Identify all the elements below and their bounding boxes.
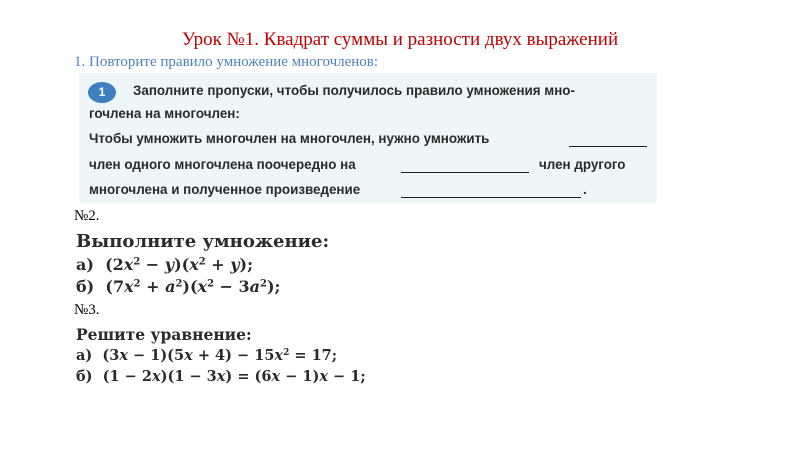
task3-label: №3.: [74, 302, 100, 318]
task3-item-a: [76, 347, 337, 364]
task3-item-a-equation: $(3x - 1)(5x + 4) - 15x^2 = 17$;: [102, 347, 338, 364]
task1-number-badge: 1: [88, 82, 116, 103]
task3-heading: Решите уравнение:: [76, 325, 252, 344]
lesson-title: Урок №1. Квадрат суммы и разности двух выражений: [181, 29, 619, 50]
task2-label: №2.: [74, 208, 100, 224]
task1-line-4b: член другого: [539, 157, 626, 172]
task1-line-3: Чтобы умножить многочлен на многочлен, нужно умножить: [89, 131, 490, 146]
task3-item-b-prefix: б): [76, 368, 93, 385]
task2-item-a-prefix: а): [76, 255, 94, 274]
task3-item-a-prefix: а): [76, 347, 93, 364]
task1-line-2: гочлена на многочлен:: [89, 106, 240, 121]
instruction-subtitle: 1. Повторите правило умножение многочленов:: [74, 54, 379, 70]
task2-item-b-prefix: б): [76, 277, 95, 296]
task1-blank-2: [401, 172, 529, 173]
task1-line-1: Заполните пропуски, чтобы получилось правило умножения мно-: [133, 83, 575, 98]
task1-blank-1: [569, 146, 647, 147]
task1-blank-3: [401, 197, 581, 198]
task2-item-a: [76, 255, 253, 274]
task2-heading: Выполните умножение:: [76, 231, 330, 252]
task1-card: [79, 73, 657, 203]
task3-item-b: [76, 368, 366, 385]
task1-line-5-period: .: [583, 182, 587, 197]
task3-item-b-equation: (1 − 2x)(1 − 3x) = (6x − 1)x − 1;: [102, 368, 366, 385]
task1-line-4a: член одного многочлена поочередно на: [89, 157, 356, 172]
task2-item-a-expression: $(2x^2 - y)(x^2 + y)$;: [105, 255, 253, 274]
task2-item-b-expression: $(7x^2 + a^2)(x^2 - 3a^2)$;: [105, 277, 281, 296]
task1-line-5: многочлена и полученное произведение: [89, 182, 361, 197]
task2-item-b: [76, 277, 280, 296]
